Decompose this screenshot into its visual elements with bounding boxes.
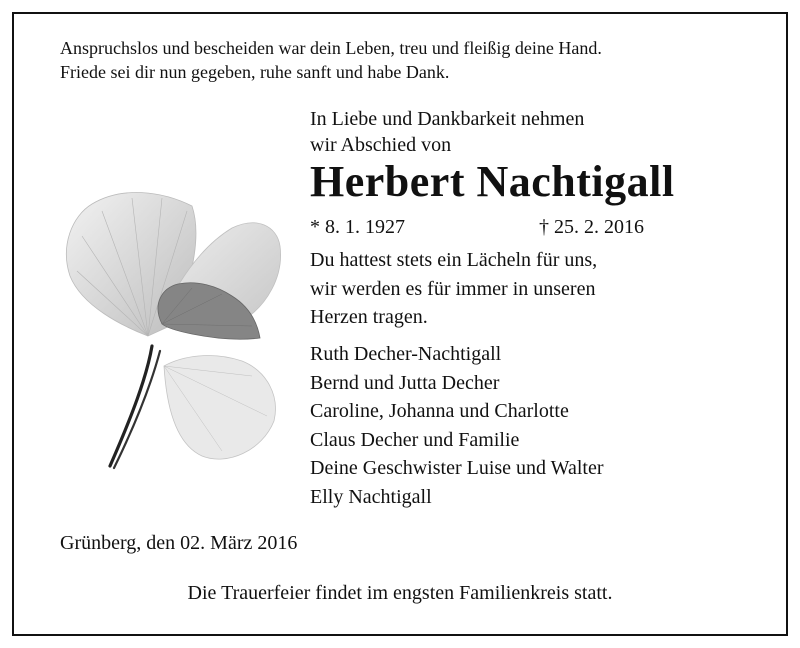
quote-line: wir werden es für immer in unseren	[310, 277, 596, 300]
intro-text	[310, 106, 584, 158]
mourner-item: Bernd und Jutta Decher	[310, 371, 500, 394]
motto-line: Anspruchslos und bescheiden war dein Leben, treu und fleißig deine Hand.	[60, 38, 602, 58]
quote-line: Du hattest stets ein Lächeln für uns,	[310, 249, 598, 271]
motto-line: Friede sei dir nun gegeben, ruhe sanft und habe Dank.	[60, 62, 450, 82]
remembrance-quote	[310, 246, 597, 332]
mourner-item: Deine Geschwister Luise und Walter	[310, 457, 604, 479]
funeral-note: Die Trauerfeier findet im engsten Familienkreis statt.	[187, 582, 613, 604]
intro-line: wir Abschied von	[310, 134, 452, 156]
mourner-item: Caroline, Johanna und Charlotte	[310, 400, 569, 422]
place-and-date: Grünberg, den 02. März 2016	[60, 532, 298, 554]
mourner-item: Ruth Decher-Nachtigall	[310, 343, 502, 365]
birth-date: * 8. 1. 1927	[310, 216, 405, 238]
motto-verse	[60, 36, 602, 84]
deceased-name: Herbert Nachtigall	[310, 157, 675, 206]
mourners-list	[310, 340, 604, 511]
obituary-notice	[12, 12, 788, 636]
mourner-item: Elly Nachtigall	[310, 485, 432, 508]
ginkgo-leaves-icon	[52, 176, 292, 476]
quote-line: Herzen tragen.	[310, 306, 428, 328]
death-date: † 25. 2. 2016	[539, 216, 644, 238]
intro-line: In Liebe und Dankbarkeit nehmen	[310, 108, 585, 130]
mourner-item: Claus Decher und Familie	[310, 428, 520, 451]
